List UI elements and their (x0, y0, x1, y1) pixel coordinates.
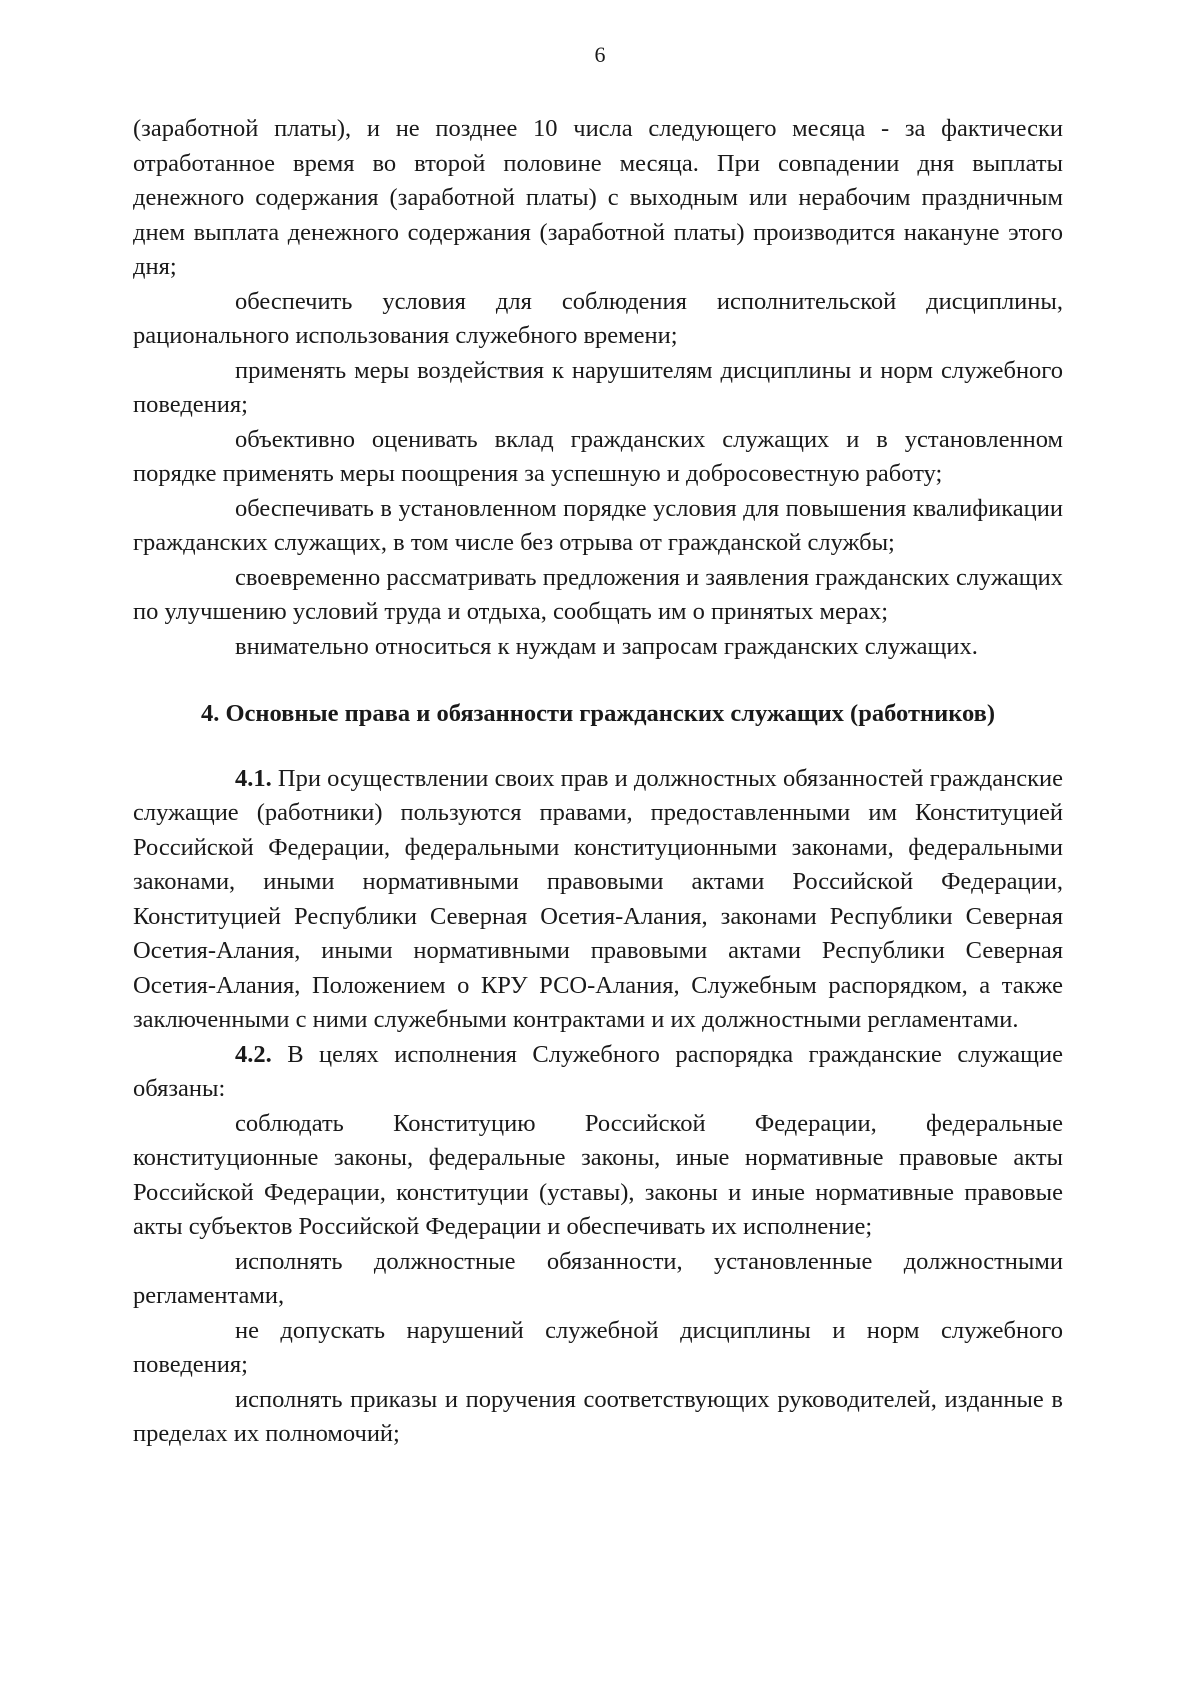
item-text: В целях исполнения Служебного распорядка гражданские служащие обязаны: (133, 1040, 1063, 1102)
paragraph-4-1 (133, 762, 1063, 1038)
page-number: 6 (594, 42, 606, 67)
item-number: 4.2. (235, 1040, 272, 1068)
paragraph-duty-observe: соблюдать Конституцию Российской Федерации, федеральные конституционные законы, федеральные законы, иные нормативные правовые акты Российской Федерации, конституции (уставы), законы и иные нормативные правовые акты субъектов Российской Федерации и обеспечивать их исполнение; (133, 1109, 1063, 1240)
paragraph-evaluate-contribution: объективно оценивать вклад гражданских служащих и в установленном порядке применять меры поощрения за успешную и добросовестную работу; (133, 425, 1063, 487)
paragraph-duty-perform: исполнять должностные обязанности, установленные должностными регламентами, (133, 1247, 1063, 1309)
paragraph-duty-discipline: не допускать нарушений служебной дисциплины и норм служебного поведения; (133, 1316, 1063, 1378)
paragraph-needs: внимательно относиться к нуждам и запросам гражданских служащих. (235, 632, 978, 660)
paragraph-discipline-conditions: обеспечить условия для соблюдения исполнительской дисциплины, рационального использования служебного времени; (133, 287, 1063, 349)
paragraph-duty-orders: исполнять приказы и поручения соответствующих руководителей, изданные в пределах их полномочий; (133, 1385, 1063, 1447)
item-number: 4.1. (235, 764, 272, 792)
document-body (133, 112, 1063, 1452)
paragraph-salary-payment: (заработной платы), и не позднее 10 числа следующего месяца - за фактически отработанное время во второй половине месяца. При совпадении дня выплаты денежного содержания (заработной платы) с выходным или нерабочим праздничным днем выплата денежного содержания (заработной платы) производится накануне этого дня; (133, 115, 1063, 280)
paragraph-qualification: обеспечивать в установленном порядке условия для повышения квалификации гражданских служащих, в том числе без отрыва от гражданской службы; (133, 494, 1063, 556)
paragraph-enforcement-measures: применять меры воздействия к нарушителям дисциплины и норм служебного поведения; (133, 356, 1063, 418)
item-text: При осуществлении своих прав и должностных обязанностей гражданские служащие (работники) пользуются правами, предоставленными им Конституцией Российской Федерации, федеральными конституционными законами, федеральными законами, иными нормативными правовыми актами Российской Федерации, Конституцией Республики Северная Осетия-Алания, законами Республики Северная Осетия-Алания, иными нормативными правовыми актами Республики Северная Осетия-Алания, Положением о КРУ РСО-Алания, Служебным распорядком, а также заключенными с ними служебными контрактами и их должностными регламентами. (133, 764, 1063, 1033)
section-heading: 4. Основные права и обязанности гражданских служащих (работников) (200, 700, 996, 727)
paragraph-4-2 (133, 1038, 1063, 1107)
paragraph-proposals: своевременно рассматривать предложения и заявления гражданских служащих по улучшению условий труда и отдыха, сообщать им о принятых мерах; (133, 563, 1063, 625)
